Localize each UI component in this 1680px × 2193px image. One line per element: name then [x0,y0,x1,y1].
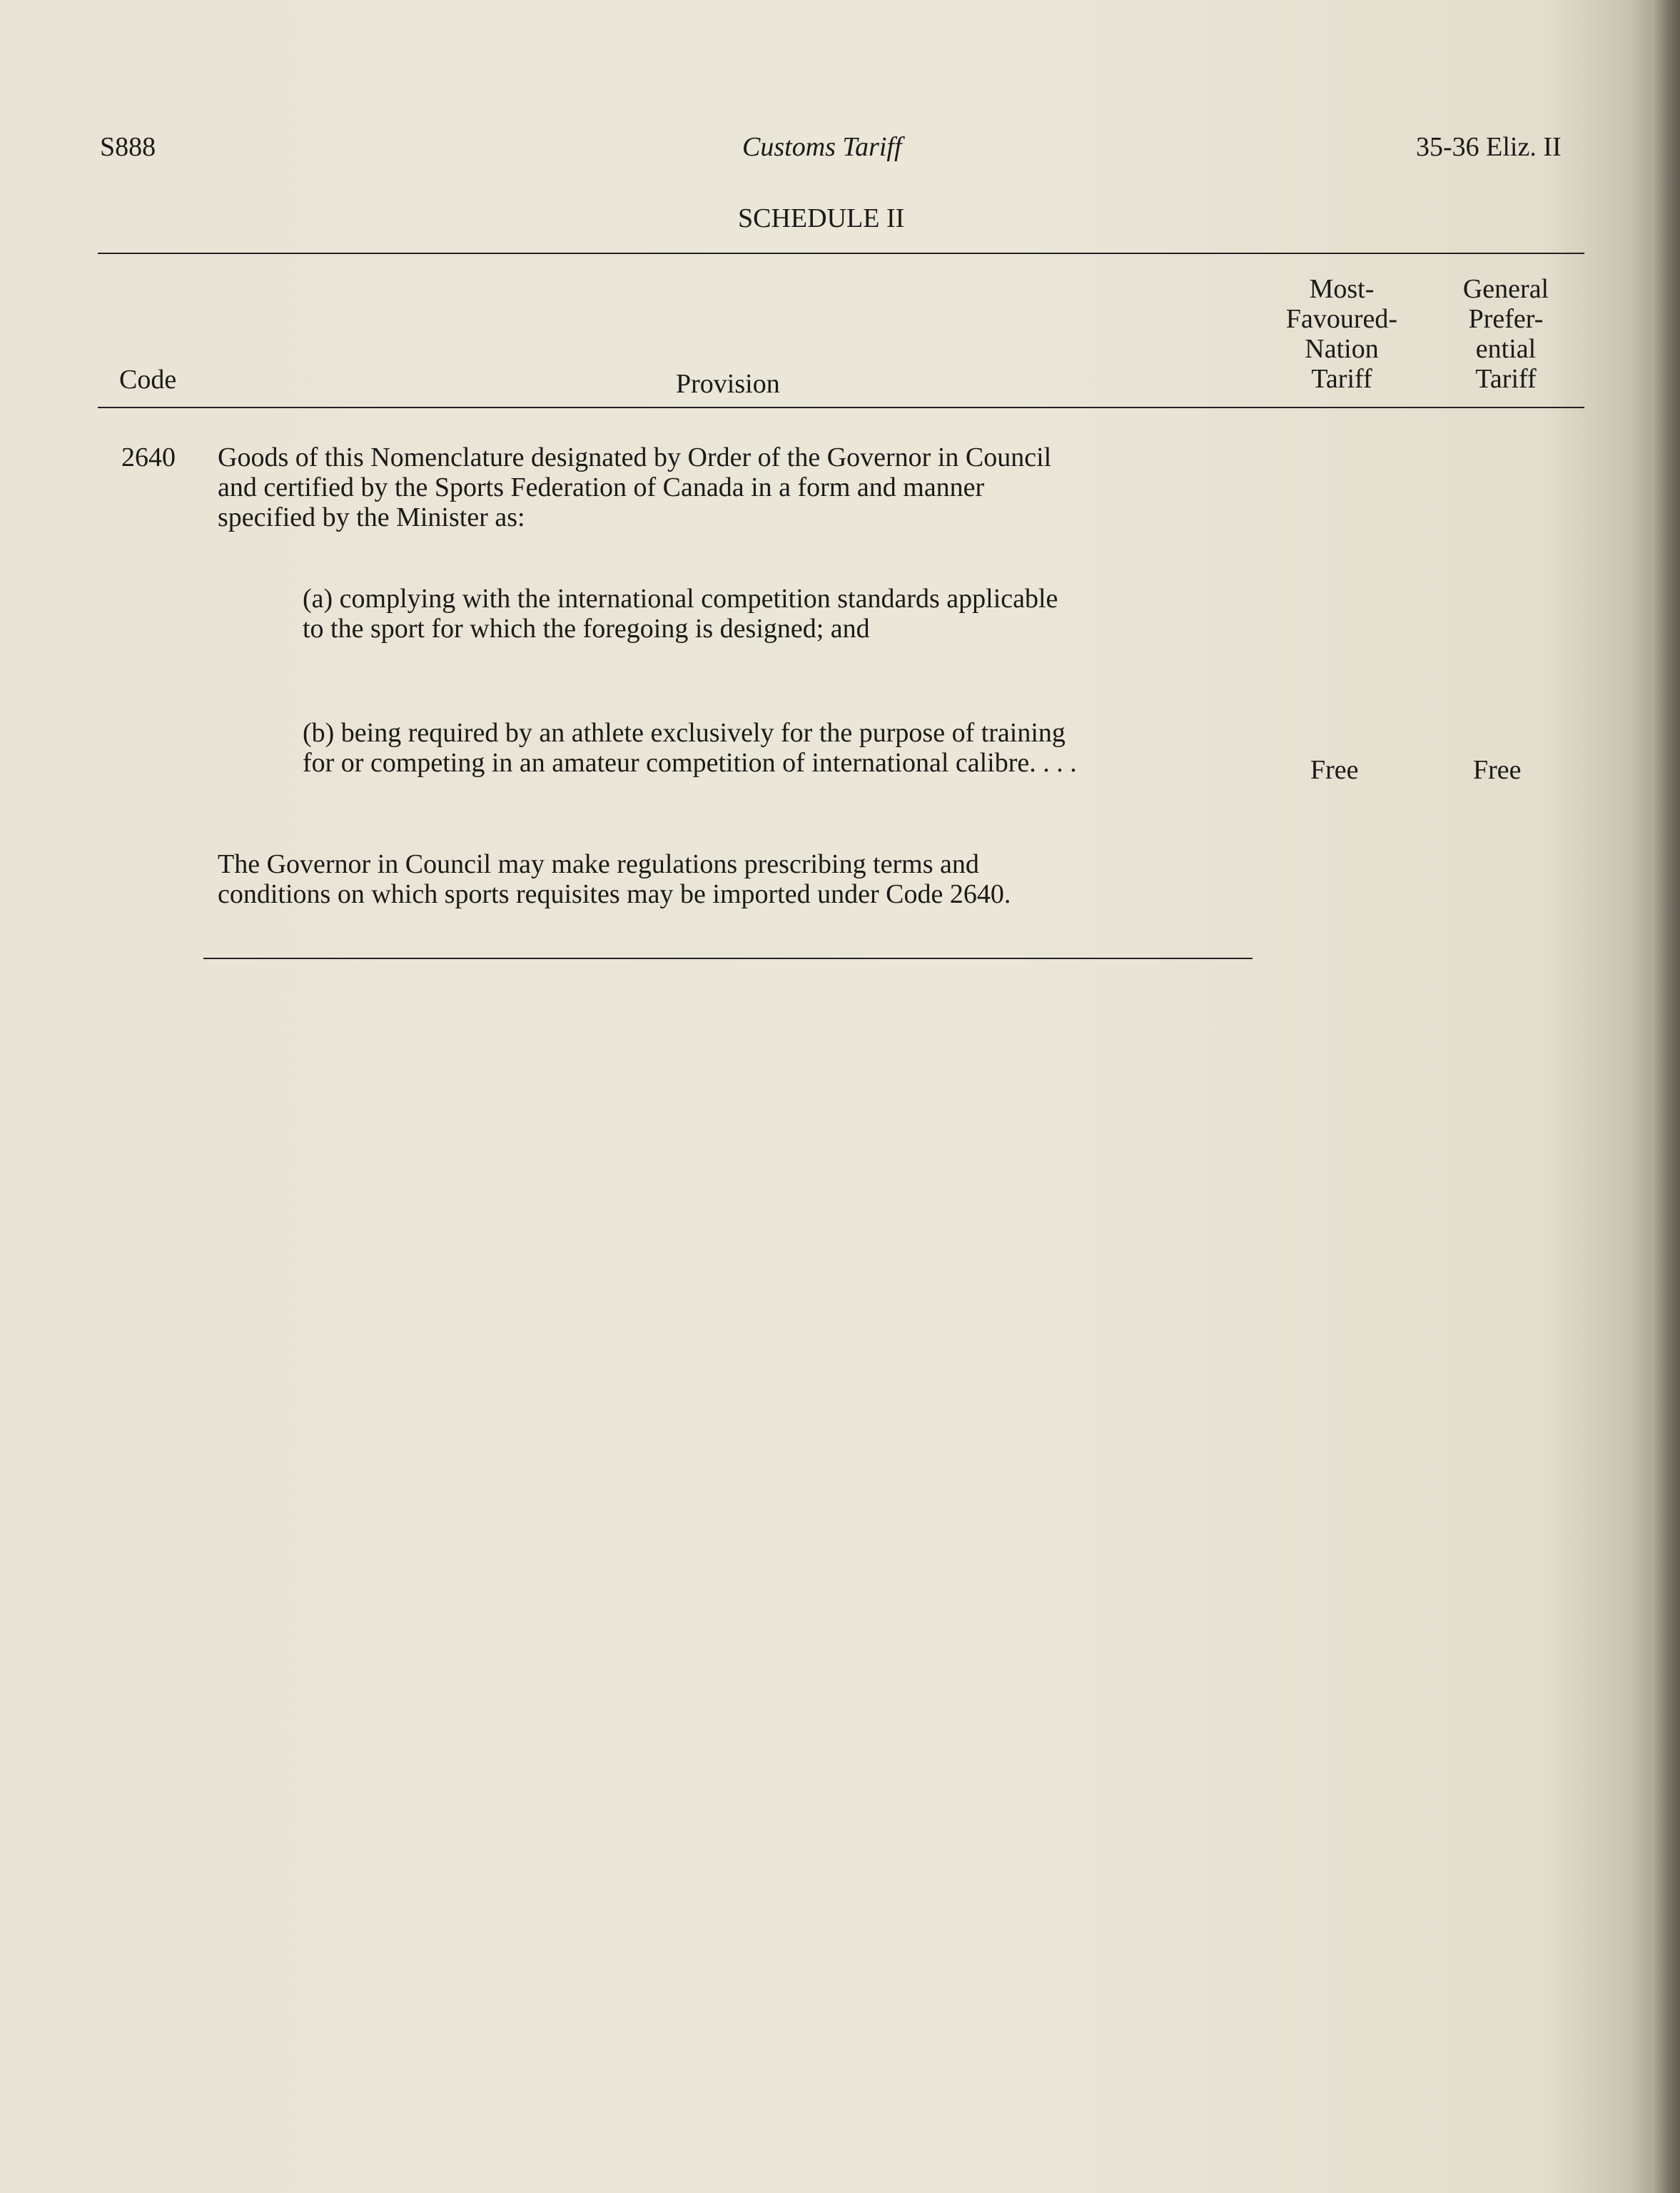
header-top-rule [98,253,1584,254]
item-a-line: to the sport for which the foregoing is designed; and [303,614,870,644]
schedule-title: SCHEDULE II [738,203,905,233]
provision-line: and certified by the Sports Federation of Canada in a form and manner [218,472,985,502]
tariff-code: 2640 [121,442,176,472]
mfn-header-line: Nation [1305,334,1379,364]
regulation-note [218,849,1011,909]
regnal-year: 35-36 Eliz. II [1416,132,1562,162]
mfn-header-line: Most- [1309,274,1375,304]
column-header-gpt [1427,274,1584,394]
column-header-mfn [1256,274,1427,394]
gpt-header-line: Prefer- [1468,304,1544,334]
page-number: S888 [100,132,156,162]
note-line: The Governor in Council may make regulations prescribing terms and [218,849,979,879]
provision-item-b [303,718,1077,778]
book-spine-shadow [1651,0,1680,2193]
mfn-header-line: Favoured- [1285,304,1398,334]
mfn-rate: Free [1310,755,1359,785]
header-bottom-rule [98,407,1584,408]
provision-line: Goods of this Nomenclature designated by Order of the Governor in Council [218,442,1052,472]
column-header-code: Code [119,365,177,395]
item-a-line: (a) complying with the international competition standards applicable [303,584,1058,614]
gpt-header-line: ential [1475,334,1537,364]
provision-line: specified by the Minister as: [218,502,525,532]
provision-item-a [303,584,1058,644]
item-b-line: (b) being required by an athlete exclusively for the purpose of training [303,718,1066,748]
item-b-line: for or competing in an amateur competition of international calibre. . . . [303,748,1077,778]
end-rule [203,958,1253,959]
gpt-header-line: Tariff [1475,364,1537,394]
gpt-rate: Free [1473,755,1522,785]
column-header-provision: Provision [676,369,780,399]
provision-text [218,442,1051,532]
gpt-header-line: General [1462,274,1549,304]
mfn-header-line: Tariff [1311,364,1372,394]
note-line: conditions on which sports requisites may be imported under Code 2640. [218,879,1011,909]
running-title: Customs Tariff [742,132,902,162]
